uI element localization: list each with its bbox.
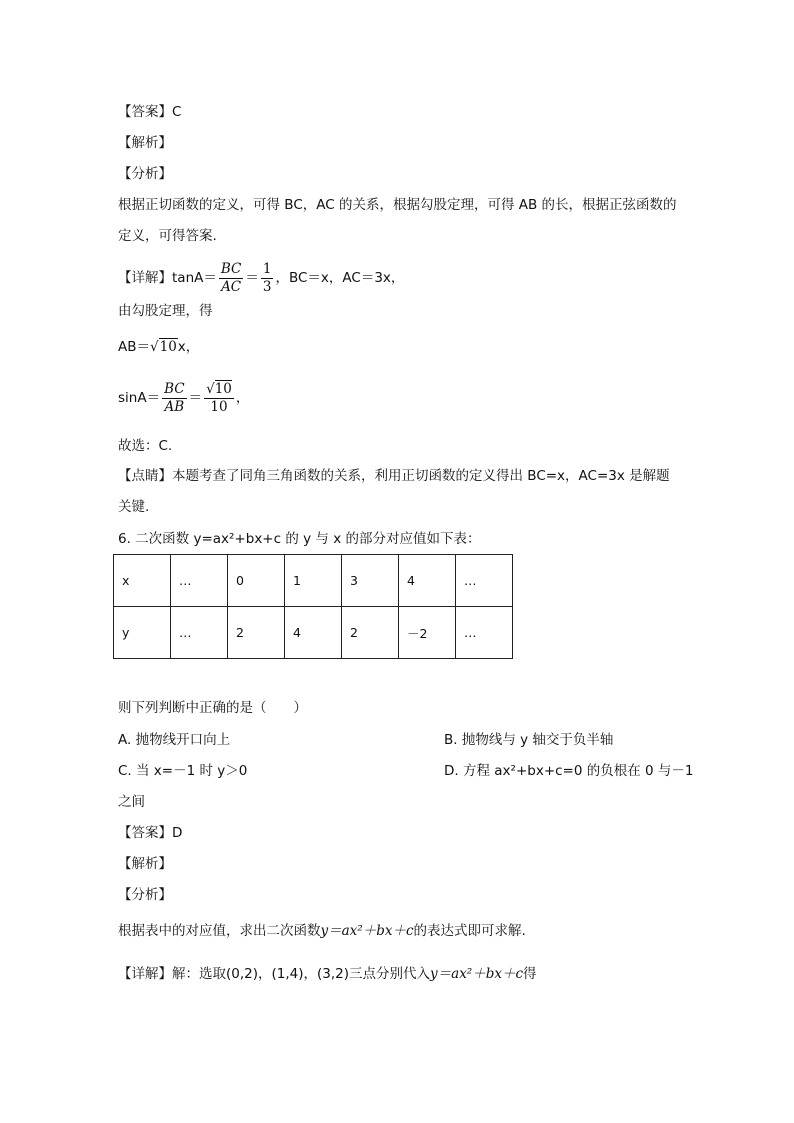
table-cell: 2 <box>228 607 285 659</box>
q6-detail-formula: y＝ax²＋bx＋c <box>430 966 524 982</box>
comment-paragraph <box>118 461 678 523</box>
comment-text: 本题考查了同角三角函数的关系，利用正切函数的定义得出 BC=x，AC=3x 是解题关键. <box>118 468 670 515</box>
answer-line <box>118 103 181 121</box>
q6-question: 则下列判断中正确的是（ ） <box>118 700 307 716</box>
table-cell: 4 <box>399 555 456 607</box>
sin-eq: ＝ <box>188 390 203 406</box>
q6-fenxi-tail: 的表达式即可求解. <box>413 923 526 939</box>
table-cell: 2 <box>342 607 399 659</box>
table-cell: 4 <box>285 607 342 659</box>
sin-suffix: ， <box>235 390 250 406</box>
comment-label: 【点睛】 <box>118 468 172 484</box>
q6-fenxi-text: 根据表中的对应值，求出二次函数 <box>118 923 321 939</box>
answer-label: 【答案】 <box>118 104 172 120</box>
detail-rest: ，BC＝x，AC＝3x， <box>275 270 405 286</box>
sqrt-ten: √10 <box>150 339 177 355</box>
table-cell: 1 <box>285 555 342 607</box>
q6-fenxi-line <box>118 922 526 940</box>
option-c: C. 当 x=－1 时 y＞0 <box>118 763 248 779</box>
fraction-bc-ac: $\frac{BC}{AC}$ <box>220 260 242 295</box>
option-a: A. 抛物线开口向上 <box>118 732 231 748</box>
table-cell: … <box>456 607 513 659</box>
analysis-label: 【解析】 <box>118 135 172 151</box>
answer-value: C <box>172 104 182 120</box>
table-cell: … <box>171 555 228 607</box>
q6-answer-line <box>118 824 182 842</box>
table-cell: y <box>114 607 171 659</box>
fraction-one-third: $\frac{1}{3}$ <box>262 260 272 295</box>
q6-fenxi-formula: y＝ax²＋bx＋c <box>320 923 414 939</box>
q6-analysis-label: 【解析】 <box>118 856 172 872</box>
table-cell: 0 <box>228 555 285 607</box>
value-table <box>113 554 513 659</box>
option-d-continued: 之间 <box>118 794 145 810</box>
table-cell: x <box>114 555 171 607</box>
q6-detail-line <box>118 965 537 983</box>
option-b: B. 抛物线与 y 轴交于负半轴 <box>444 732 614 748</box>
ab-prefix: AB＝ <box>118 339 150 355</box>
fraction-bc-ab: $\frac{BC}{AB}$ <box>164 380 185 415</box>
table-cell: … <box>171 607 228 659</box>
detail-label: 【详解】 <box>118 270 172 286</box>
fenxi-text: 根据正切函数的定义，可得 BC，AC 的关系，根据勾股定理，可得 AB 的长，根据正弦函数的定义，可得答案. <box>118 197 677 244</box>
choose-text: 故选：C. <box>118 438 173 454</box>
q6-stem: 6. 二次函数 y=ax²+bx+c 的 y 与 x 的部分对应值如下表： <box>118 531 481 547</box>
table-cell: －2 <box>399 607 456 659</box>
table-row <box>114 607 513 659</box>
q6-detail-label: 【详解】 <box>118 966 172 982</box>
fenxi-label: 【分析】 <box>118 166 172 182</box>
detail-eq: ＝ <box>245 270 259 286</box>
q6-detail-tail: 得 <box>523 966 537 982</box>
fraction-sqrt10-10: $\frac{√10}{10}$ <box>206 380 232 415</box>
detail-line <box>118 260 404 296</box>
sin-line <box>118 378 249 418</box>
detail-tan: tanA＝ <box>172 270 217 286</box>
pythag-text: 由勾股定理，得 <box>118 303 213 319</box>
option-d: D. 方程 ax²+bx+c=0 的负根在 0 与－1 <box>444 763 694 779</box>
q6-detail-text: 解：选取(0,2)，(1,4)，(3,2)三点分别代入 <box>172 966 431 982</box>
ab-line <box>118 338 199 356</box>
q6-answer-label: 【答案】 <box>118 825 172 841</box>
q6-answer-value: D <box>172 825 183 841</box>
q6-fenxi-label: 【分析】 <box>118 887 172 903</box>
table-row <box>114 555 513 607</box>
sin-prefix: sinA＝ <box>118 390 161 406</box>
ab-suffix: x， <box>177 339 200 355</box>
table-cell: … <box>456 555 513 607</box>
table-cell: 3 <box>342 555 399 607</box>
